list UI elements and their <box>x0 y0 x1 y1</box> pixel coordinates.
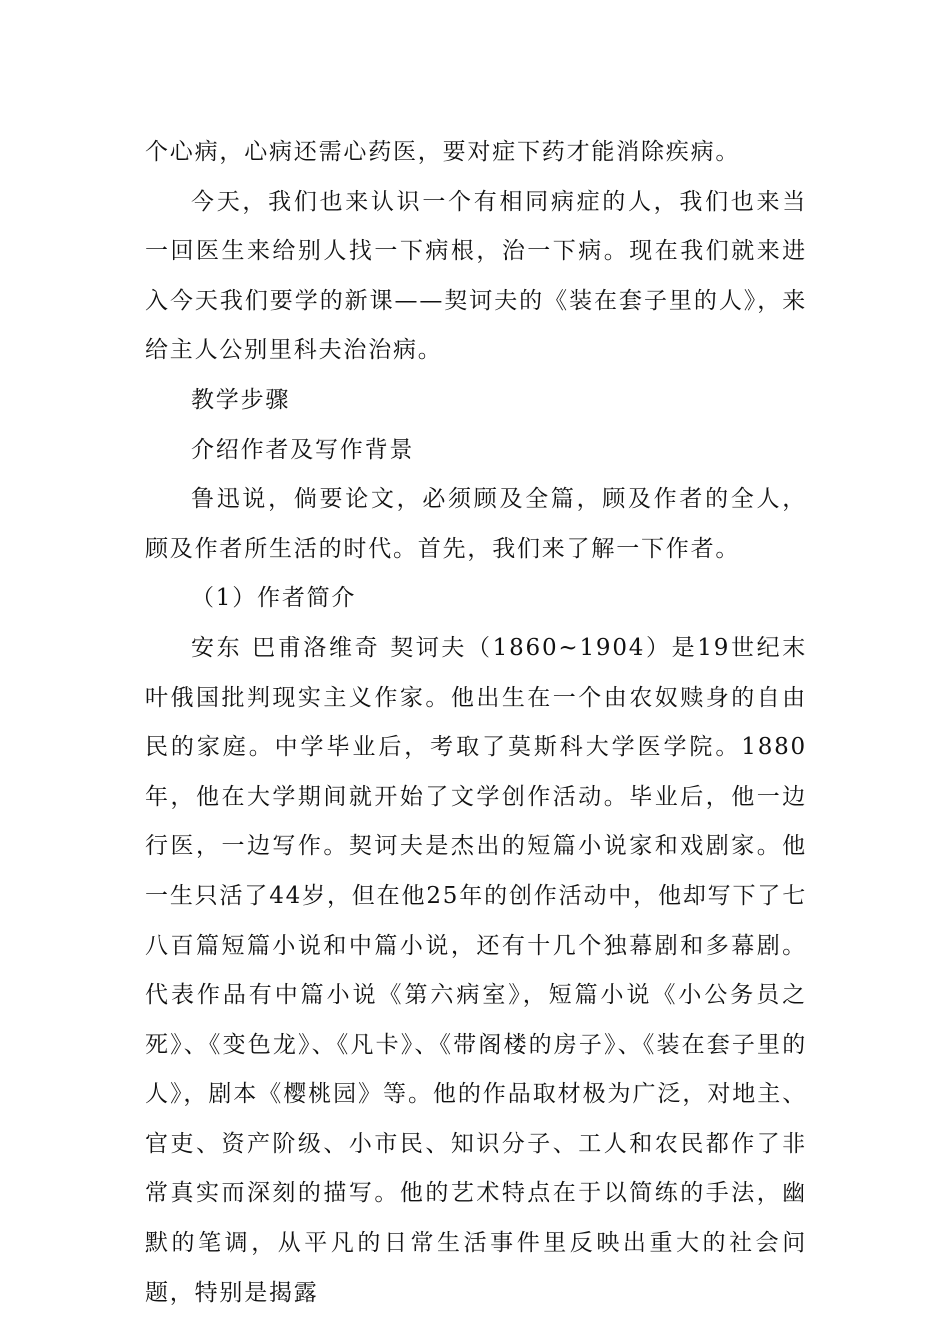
paragraph-lu-xun-quote: 鲁迅说，倘要论文，必须顾及全篇，顾及作者的全人，顾及作者所生活的时代。首先，我们来了解一下作者。 <box>145 486 807 562</box>
paragraph-chekhov-bio: 安东 巴甫洛维奇 契诃夫（1860~1904）是19世纪末叶俄国批判现实主义作家。他出生在一个由农奴赎身的自由民的家庭。中学毕业后，考取了莫斯科大学医学院。1880年，他在大学期间就开始了文学创作活动。毕业后，他一边行医，一边写作。契诃夫是杰出的短篇小说家和戏剧家。他一生只活了44岁，但在他25年的创作活动中，他却写下了七八百篇短篇小说和中篇小说，还有十几个独幕剧和多幕剧。代表作品有中篇小说《第六病室》，短篇小说《小公务员之死》、《变色龙》、《凡卡》、《带阁楼的房子》、《装在套子里的人》，剧本《樱桃园》等。他的作品取材极为广泛，对地主、官吏、资产阶级、小市民、知识分子、工人和农民都作了非常真实而深刻的描写。他的艺术特点在于以简练的手法，幽默的笔调，从平凡的日常生活事件里反映出重大的社会问题，特别是揭露 <box>145 634 807 1306</box>
heading-author-background: 介绍作者及写作背景 <box>191 436 415 463</box>
paragraph-continuation: 个心病，心病还需心药医，要对症下药才能消除疾病。 <box>145 139 741 165</box>
heading-author-bio: （1）作者简介 <box>191 585 357 612</box>
body-text <box>145 128 807 1318</box>
heading-teaching-steps: 教学步骤 <box>191 386 291 413</box>
paragraph-introduction: 今天，我们也来认识一个有相同病症的人，我们也来当一回医生来给别人找一下病根，治一下病。现在我们就来进入今天我们要学的新课——契诃夫的《装在套子里的人》，来给主人公别里科夫治治病。 <box>145 188 807 364</box>
